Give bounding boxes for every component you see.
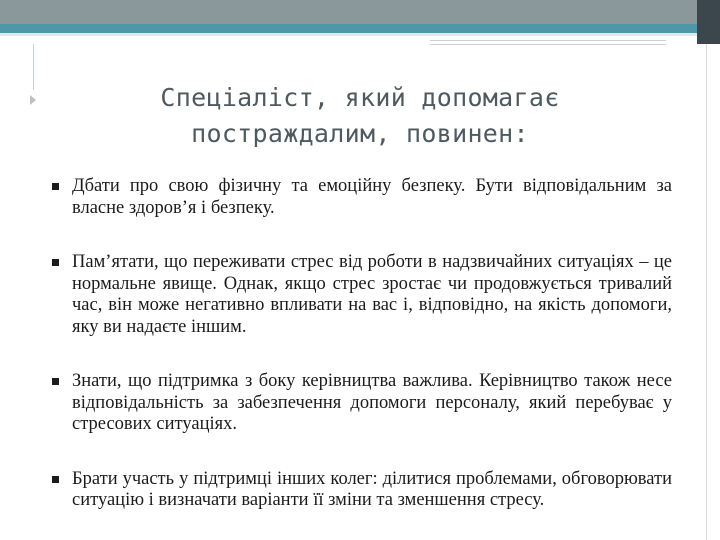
corner-tab	[697, 0, 720, 44]
square-bullet-icon	[52, 259, 59, 266]
square-bullet-icon	[52, 183, 59, 190]
header-light-band	[0, 33, 720, 36]
square-bullet-icon	[52, 378, 59, 385]
header-band	[0, 0, 720, 24]
bullet-text: Знати, що підтримка з боку керівництва важлива. Керівництво також несе відповідальність за забезпечення допомоги персоналу, який перебуває у стресових ситуаціях.	[72, 371, 672, 434]
bullet-text: Дбати про свою фізичну та емоційну безпеку. Бути відповідальним за власне здоров’я і безпеку.	[72, 176, 672, 218]
bullet-item	[52, 252, 672, 338]
bullet-item	[52, 371, 672, 436]
square-bullet-icon	[52, 476, 59, 483]
header-accent-band	[0, 24, 720, 33]
bullet-item	[52, 176, 672, 219]
top-decor-line	[430, 40, 666, 41]
bullet-list	[52, 176, 672, 540]
left-decor-line	[33, 44, 34, 90]
top-decor-line-2	[430, 44, 666, 45]
slide-title: Спеціаліст, який допомагає постраждалим, повинен:	[160, 83, 560, 148]
bullet-text: Брати участь у підтримці інших колег: ділитися проблемами, обговорювати ситуацію і визначати варіанти її зміни та зменшення стресу.	[72, 468, 672, 510]
bullet-item	[52, 469, 672, 512]
bullet-text: Пам’ятати, що переживати стрес від роботи в надзвичайних ситуаціях – це нормальне явище. Однак, якщо стрес зростає чи продовжується тривалий час, він може негативно впливати на вас і, відповідно, на якість допомоги, яку ви надаєте іншим.	[72, 252, 672, 337]
triangle-marker-icon	[30, 95, 36, 105]
right-border-line	[706, 44, 707, 540]
